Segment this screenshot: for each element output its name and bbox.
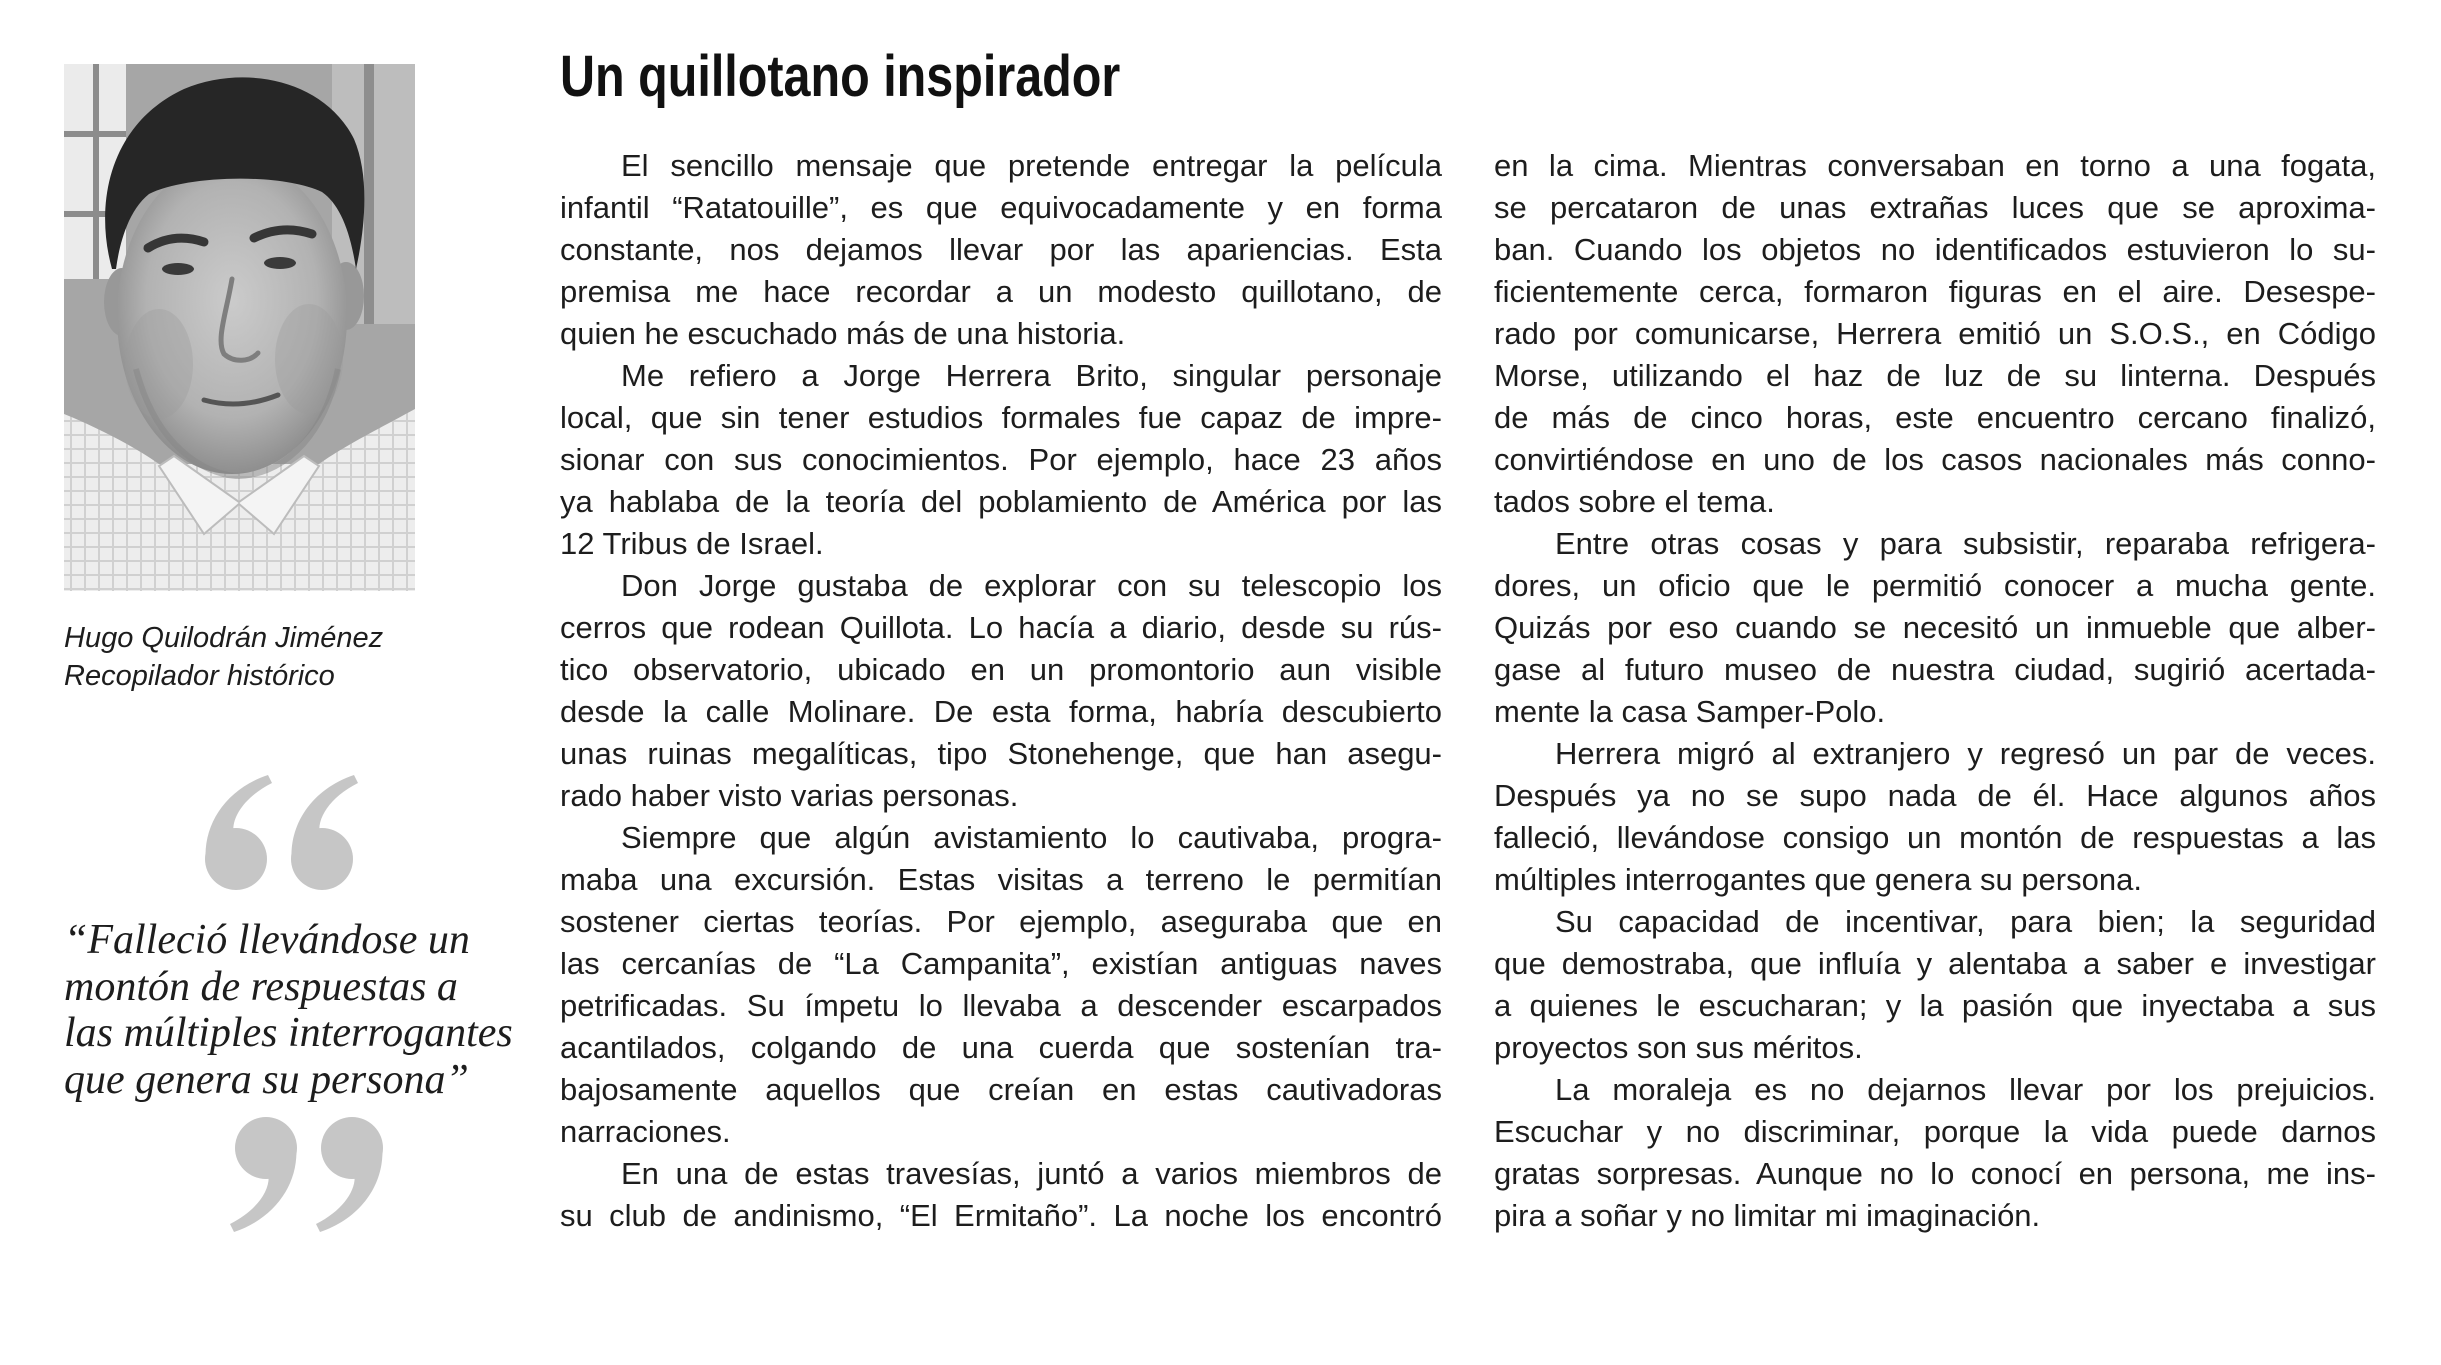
article-line: Herrera migró al extranjero y regresó un par de veces. xyxy=(1555,736,2376,771)
close-quote-icon xyxy=(226,1116,388,1234)
article-line: a quienes le escucharan; y la pasión que inyectaba a sus xyxy=(1494,988,2376,1023)
article-line: que demostraba, que influía y alentaba a saber e investigar xyxy=(1494,946,2376,981)
article-line: sionar con sus conocimientos. Por ejemplo, hace 23 años xyxy=(560,442,1442,477)
article-line: acantilados, colgando de una cuerda que sostenían tra- xyxy=(560,1030,1442,1065)
article-line: convirtiéndose en uno de los casos nacionales más conno- xyxy=(1494,442,2376,477)
article-line: se percataron de unas extrañas luces que se aproxima- xyxy=(1494,190,2376,225)
open-quote-icon xyxy=(200,773,362,891)
article-line: unas ruinas megalíticas, tipo Stonehenge, que han asegu- xyxy=(560,736,1442,771)
article-line: local, que sin tener estudios formales fue capaz de impre- xyxy=(560,400,1442,435)
article-line: bajosamente aquellos que creían en estas cautivadoras xyxy=(560,1072,1442,1107)
article-line: ya hablaba de la teoría del poblamiento de América por las xyxy=(560,484,1442,519)
article-line: Don Jorge gustaba de explorar con su telescopio los xyxy=(621,568,1442,603)
article-line: En una de estas travesías, juntó a varios miembros de xyxy=(621,1156,1442,1191)
article-line: gratas sorpresas. Aunque no lo conocí en persona, me ins- xyxy=(1494,1156,2376,1191)
article-line: Quizás por eso cuando se necesitó un inmueble que alber- xyxy=(1494,610,2376,645)
article-line: maba una excursión. Estas visitas a terreno le permitían xyxy=(560,862,1442,897)
article-line: petrificadas. Su ímpetu lo llevaba a descender escarpados xyxy=(560,988,1442,1023)
article-line: Morse, utilizando el haz de luz de su linterna. Después xyxy=(1494,358,2376,393)
pull-quote-line: las múltiples interrogantes xyxy=(64,1010,513,1056)
article-line: gase al futuro museo de nuestra ciudad, sugirió acertada- xyxy=(1494,652,2376,687)
article-line: cerros que rodean Quillota. Lo hacía a diario, desde su rús- xyxy=(560,610,1442,645)
article-line: proyectos son sus méritos. xyxy=(1494,1030,1863,1065)
article-line: Siempre que algún avistamiento lo cautivaba, progra- xyxy=(621,820,1442,855)
article-line: constante, nos dejamos llevar por las apariencias. Esta xyxy=(560,232,1442,267)
article-line: sostener ciertas teorías. Por ejemplo, aseguraba que en xyxy=(560,904,1442,939)
article-line: ficientemente cerca, formaron figuras en el aire. Desespe- xyxy=(1494,274,2376,309)
article-line: Escuchar y no discriminar, porque la vida puede darnos xyxy=(1494,1114,2376,1149)
article-line: falleció, llevándose consigo un montón de respuestas a las xyxy=(1494,820,2376,855)
article-line: múltiples interrogantes que genera su persona. xyxy=(1494,862,2142,897)
article-line: dores, un oficio que le permitió conocer a mucha gente. xyxy=(1494,568,2376,603)
pull-quote-line: que genera su persona” xyxy=(64,1056,469,1103)
article-line: La moraleja es no dejarnos llevar por los prejuicios. xyxy=(1555,1072,2376,1107)
article-line: rado por comunicarse, Herrera emitió un S.O.S., en Código xyxy=(1494,316,2376,351)
article-line: desde la calle Molinare. De esta forma, habría descubierto xyxy=(560,694,1442,729)
article-line: mente la casa Samper-Polo. xyxy=(1494,694,1886,729)
article-line: 12 Tribus de Israel. xyxy=(560,526,824,561)
article-line: su club de andinismo, “El Ermitaño”. La noche los encontró xyxy=(560,1198,1442,1233)
article-line: las cercanías de “La Campanita”, existían antiguas naves xyxy=(560,946,1442,981)
article-line: ban. Cuando los objetos no identificados estuvieron lo su- xyxy=(1494,232,2376,267)
article-line: de más de cinco horas, este encuentro cercano finalizó, xyxy=(1494,400,2376,435)
author-role: Recopilador histórico xyxy=(64,660,335,692)
article-line: Su capacidad de incentivar, para bien; la seguridad xyxy=(1555,904,2376,939)
article-title: Un quillotano inspirador xyxy=(560,44,1121,109)
pull-quote xyxy=(64,917,513,1103)
article-line: en la cima. Mientras conversaban en torno a una fogata, xyxy=(1494,148,2376,183)
pull-quote-line: “Falleció llevándose un xyxy=(64,917,470,963)
article-line: Entre otras cosas y para subsistir, reparaba refrigera- xyxy=(1555,526,2376,561)
article-line: tados sobre el tema. xyxy=(1494,484,1775,519)
author-byline xyxy=(64,619,383,695)
article-line: premisa me hace recordar a un modesto quillotano, de xyxy=(560,274,1442,309)
author-name: Hugo Quilodrán Jiménez xyxy=(64,622,384,654)
article-line: pira a soñar y no limitar mi imaginación. xyxy=(1494,1198,2041,1233)
article-column-1 xyxy=(560,145,1442,1237)
article-line: El sencillo mensaje que pretende entregar la película xyxy=(621,148,1442,183)
article-line: tico observatorio, ubicado en un promontorio aun visible xyxy=(560,652,1442,687)
author-photo xyxy=(64,64,415,591)
article-column-2 xyxy=(1494,145,2376,1237)
article-line: quien he escuchado más de una historia. xyxy=(560,316,1126,351)
article-line: Me refiero a Jorge Herrera Brito, singular personaje xyxy=(621,358,1442,393)
article-line: rado haber visto varias personas. xyxy=(560,778,1019,813)
article-line: Después ya no se supo nada de él. Hace algunos años xyxy=(1494,778,2376,813)
article-line: infantil “Ratatouille”, es que equivocadamente y en forma xyxy=(560,190,1442,225)
article-line: narraciones. xyxy=(560,1114,731,1149)
pull-quote-line: montón de respuestas a xyxy=(64,963,458,1010)
